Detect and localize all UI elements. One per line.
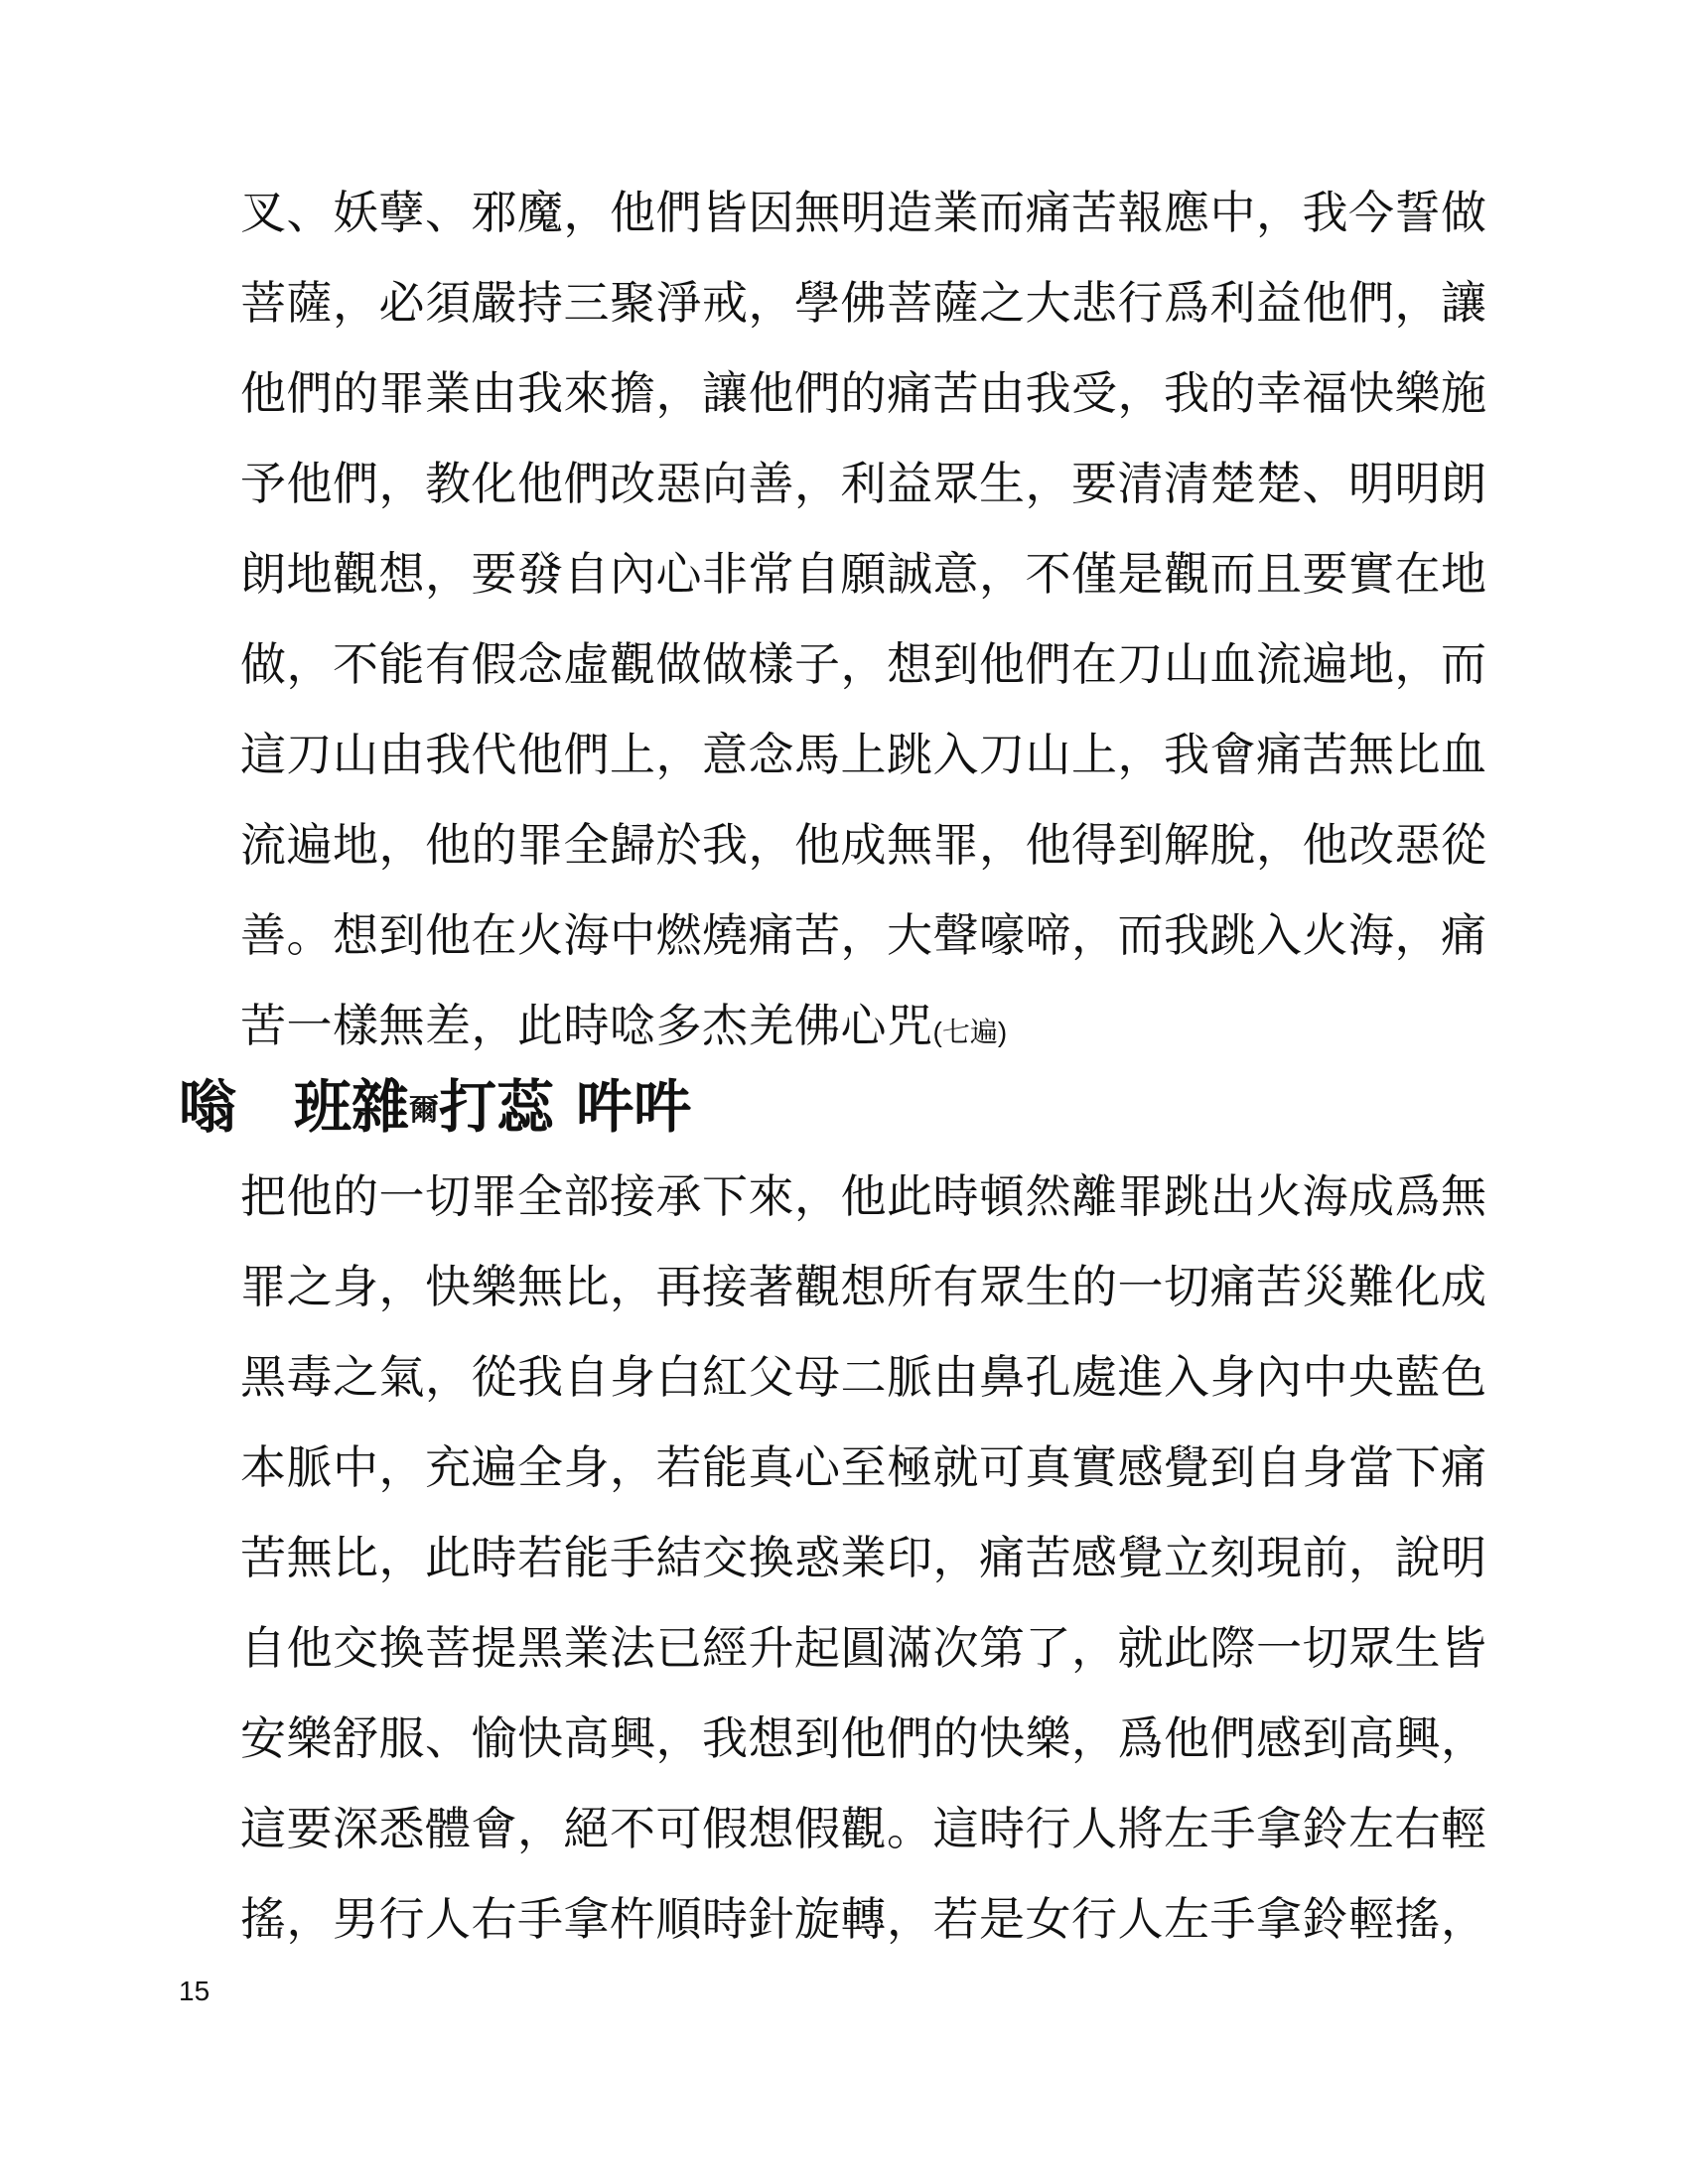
text-line: 他們的罪業由我來擔，讓他們的痛苦由我受，我的幸福快樂施 (240, 366, 1487, 420)
text-line: 這刀山由我代他們上，意念馬上跳入刀山上，我會痛苦無比血 (240, 728, 1487, 781)
mantra-word-3: 吽吽 (576, 1073, 692, 1141)
text-line: 這要深悉體會，絕不可假想假觀。這時行人將左手拿鈴左右輕 (240, 1802, 1487, 1855)
text-line: 做，不能有假念虛觀做做樣子，想到他們在刀山血流遍地，而 (240, 637, 1487, 691)
text-line: 本脈中，充遍全身，若能真心至極就可真實感覺到自身當下痛 (240, 1440, 1487, 1494)
text-line: 把他的一切罪全部接承下來，他此時頓然離罪跳出火海成爲無 (240, 1169, 1487, 1223)
text-line: 苦無比，此時若能手結交換惑業印，痛苦感覺立刻現前，說明 (240, 1531, 1487, 1584)
text-line: 菩薩，必須嚴持三聚淨戒，學佛菩薩之大悲行爲利益他們，讓 (240, 276, 1487, 330)
text-line: 自他交換菩提黑業法已經升起圓滿次第了，就此際一切眾生皆 (240, 1621, 1487, 1675)
text-line: 朗地觀想，要發自內心非常自願誠意，不僅是觀而且要實在地 (240, 547, 1487, 601)
mantra-word-2-small: 爾 (409, 1092, 440, 1128)
text-line: 搖，男行人右手拿杵順時針旋轉，若是女行人左手拿鈴輕搖， (240, 1892, 1487, 1946)
repeat-note: (七遍) (932, 1017, 1008, 1047)
page-number: 15 (179, 1976, 211, 2006)
text-line: 予他們，教化他們改惡向善，利益眾生，要清清楚楚、明明朗 (240, 457, 1487, 510)
paragraph-2 (240, 1152, 1521, 1965)
text-line: 安樂舒服、愉快高興，我想到他們的快樂，爲他們感到高興， (240, 1711, 1487, 1765)
text-line-content: 苦一樣無差，此時唸多杰羌佛心咒 (240, 999, 933, 1052)
mantra-word-2a: 班雜 (294, 1073, 410, 1141)
mantra-word-1: 嗡 (179, 1073, 237, 1141)
text-line: 黑毒之氣，從我自身白紅父母二脈由鼻孔處進入身內中央藍色 (240, 1350, 1487, 1404)
mantra-heading (179, 1057, 691, 1157)
paragraph-1 (240, 168, 1521, 1071)
text-line: 罪之身，快樂無比，再接著觀想所有眾生的一切痛苦災難化成 (240, 1260, 1487, 1313)
text-line: 善。想到他在火海中燃燒痛苦，大聲嚎啼，而我跳入火海，痛 (240, 908, 1487, 962)
mantra-word-2b: 打蕊 (439, 1073, 555, 1141)
text-line: 叉、妖孽、邪魔，他們皆因無明造業而痛苦報應中，我今誓做 (240, 186, 1487, 239)
text-line: 流遍地，他的罪全歸於我，他成無罪，他得到解脫，他改惡從 (240, 818, 1487, 872)
